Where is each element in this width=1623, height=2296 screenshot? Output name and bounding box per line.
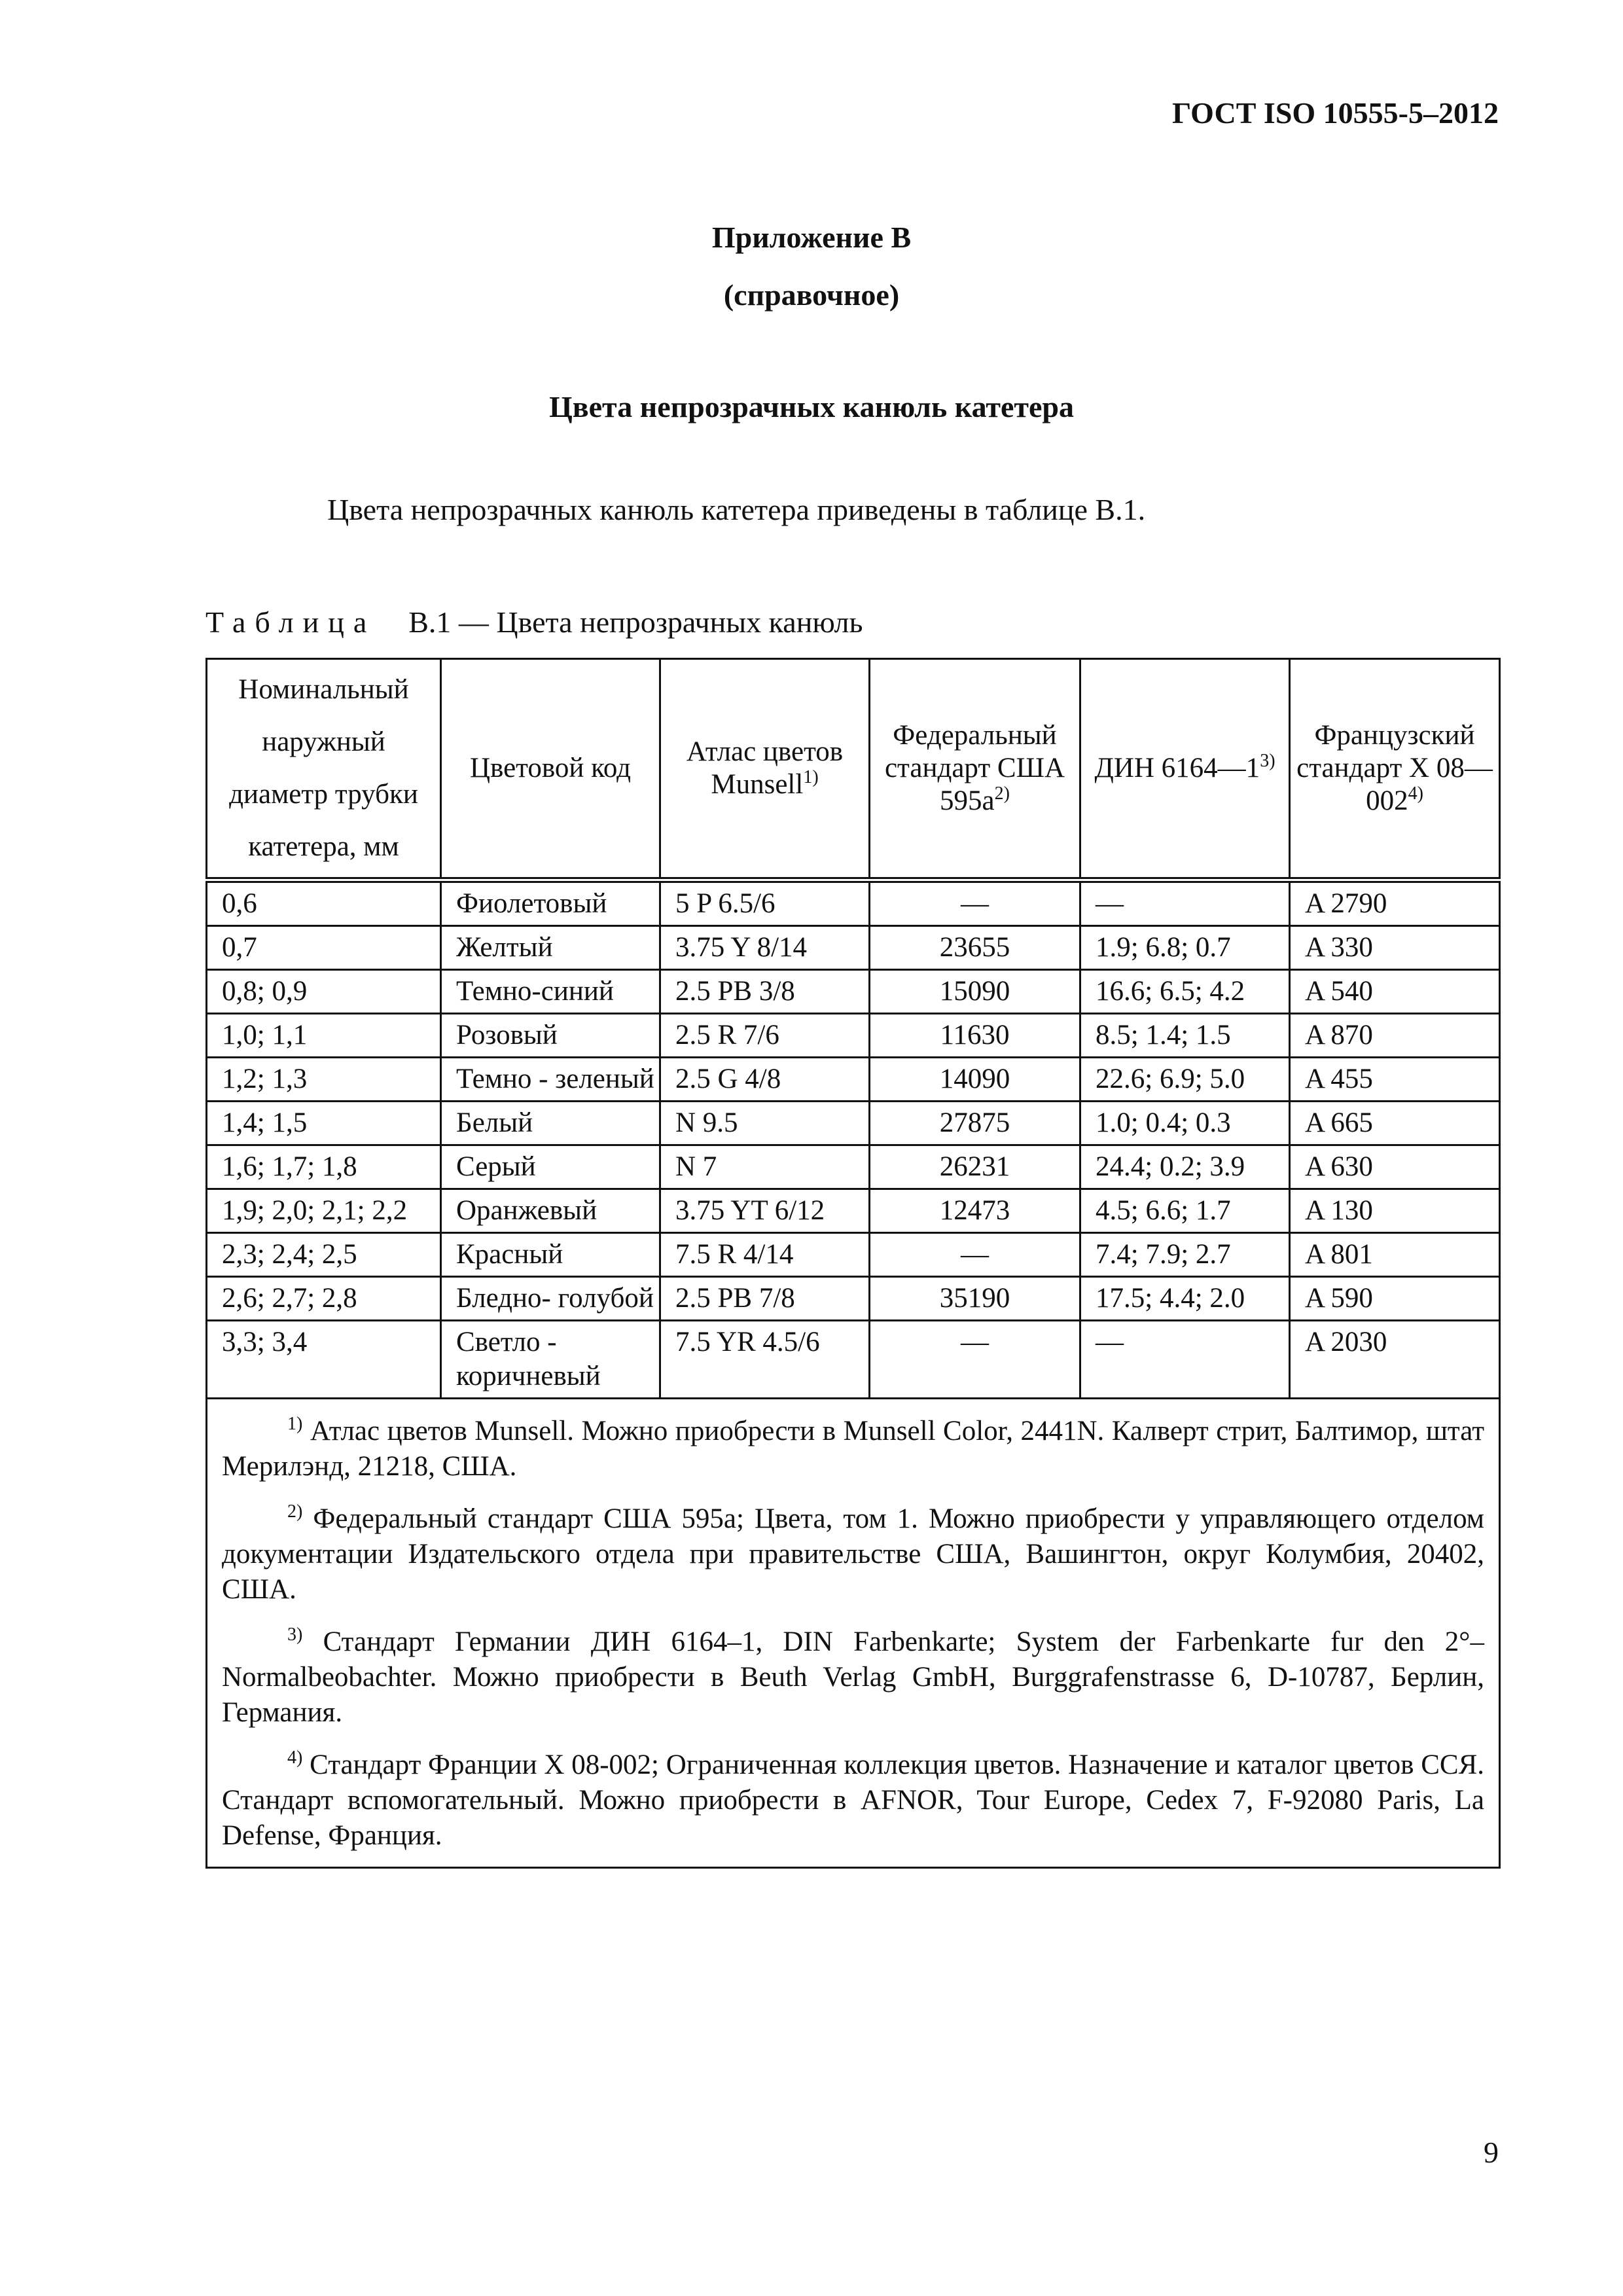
diameter-cell: 0,8; 0,9 [207, 970, 441, 1014]
diameter-cell: 1,9; 2,0; 2,1; 2,2 [207, 1189, 441, 1233]
table-row [207, 926, 1500, 970]
footnote-1: $^{1)}$ Атлас цветов Munsell. Можно приобрести в Munsell Color, 2441N. Калверт стрит, Балтимор, штат Мерилэнд, 21218, США. [222, 1414, 1485, 1482]
color-code-cell: Оранжевый [441, 1189, 660, 1233]
us-federal-cell: 15090 [870, 970, 1080, 1014]
table-row [207, 1014, 1500, 1058]
french-cell: A 590 [1290, 1277, 1500, 1321]
footnote-2: $^{2)}$ Федеральный стандарт США 595а; Цвета, том 1. Можно приобрести у управляющего отделом документации Издательского отдела при правительстве США, Вашингтон, округ Колумбия, 20402, США. [222, 1501, 1484, 1605]
us-federal-cell: 12473 [870, 1189, 1080, 1233]
diameter-cell: 1,0; 1,1 [207, 1014, 441, 1058]
french-cell: A 2030 [1290, 1321, 1500, 1399]
footnote-ref: 4) [1408, 783, 1423, 804]
colors-table [205, 658, 1501, 1869]
table-row [207, 1233, 1500, 1277]
french-cell: A 455 [1290, 1058, 1500, 1102]
munsell-cell: 7.5 YR 4.5/6 [660, 1321, 870, 1399]
page-number: 9 [1484, 2136, 1499, 2169]
header-diameter: Номинальный наружный диаметр трубки катетера, мм [207, 659, 441, 880]
munsell-cell: 5 P 6.5/6 [660, 880, 870, 926]
color-code-cell: Красный [441, 1233, 660, 1277]
diameter-cell: 0,7 [207, 926, 441, 970]
color-code-cell: Светло - коричневый [441, 1321, 660, 1399]
header-munsell: Атлас цветов Munsell$^{1)}$ [660, 659, 870, 880]
din-cell: — [1080, 1321, 1290, 1399]
section-title: Цвета непрозрачных канюль катетера [549, 390, 1074, 423]
french-cell: A 665 [1290, 1102, 1500, 1145]
color-code-cell: Белый [441, 1102, 660, 1145]
munsell-cell: 3.75 YT 6/12 [660, 1189, 870, 1233]
diameter-cell: 1,4; 1,5 [207, 1102, 441, 1145]
table-caption-text: В.1 — Цвета непрозрачных канюль [408, 605, 863, 639]
diameter-cell: 3,3; 3,4 [207, 1321, 441, 1399]
color-code-cell: Темно-синий [441, 970, 660, 1014]
diameter-cell: 1,6; 1,7; 1,8 [207, 1145, 441, 1189]
us-federal-cell: — [870, 1233, 1080, 1277]
us-federal-cell: 11630 [870, 1014, 1080, 1058]
us-federal-cell: — [870, 1321, 1080, 1399]
footnote-ref: 3) [1260, 751, 1275, 771]
document-code: ГОСТ ISO 10555-5–2012 [1172, 96, 1499, 130]
french-cell: A 801 [1290, 1233, 1500, 1277]
intro-paragraph: Цвета непрозрачных канюль катетера приведены в таблице В.1. [327, 493, 1146, 526]
din-cell: 1.9; 6.8; 0.7 [1080, 926, 1290, 970]
header-din: ДИН 6164—1$^{3)}$ [1080, 659, 1290, 880]
french-cell: A 630 [1290, 1145, 1500, 1189]
diameter-cell: 1,2; 1,3 [207, 1058, 441, 1102]
diameter-cell: 2,6; 2,7; 2,8 [207, 1277, 441, 1321]
din-cell: 8.5; 1.4; 1.5 [1080, 1014, 1290, 1058]
appendix-title: Приложение В [711, 221, 912, 254]
table-row [207, 1145, 1500, 1189]
diameter-cell: 0,6 [207, 880, 441, 926]
munsell-cell: 3.75 Y 8/14 [660, 926, 870, 970]
table-row [207, 1058, 1500, 1102]
din-cell: — [1080, 880, 1290, 926]
din-cell: 7.4; 7.9; 2.7 [1080, 1233, 1290, 1277]
footnote-ref: 2) [994, 783, 1010, 804]
din-cell: 24.4; 0.2; 3.9 [1080, 1145, 1290, 1189]
french-cell: A 2790 [1290, 880, 1500, 926]
french-cell: A 330 [1290, 926, 1500, 970]
din-cell: 16.6; 6.5; 4.2 [1080, 970, 1290, 1014]
us-federal-cell: 35190 [870, 1277, 1080, 1321]
us-federal-cell: 14090 [870, 1058, 1080, 1102]
table-row [207, 970, 1500, 1014]
french-cell: A 870 [1290, 1014, 1500, 1058]
table-row [207, 1189, 1500, 1233]
munsell-cell: N 7 [660, 1145, 870, 1189]
us-federal-cell: 23655 [870, 926, 1080, 970]
color-code-cell: Бледно- голубой [441, 1277, 660, 1321]
table-header-row [207, 659, 1500, 880]
french-cell: A 540 [1290, 970, 1500, 1014]
color-code-cell: Фиолетовый [441, 880, 660, 926]
footnote-4: $^{4)}$ Стандарт Франции X 08-002; Ограниченная коллекция цветов. Назначение и каталог цветов ССЯ. Стандарт вспомогательный. Можно приобрести в AFNOR, Tour Europe, Cedex 7, F-92080 Paris, La Defense, Франция. [222, 1748, 1485, 1851]
color-code-cell: Розовый [441, 1014, 660, 1058]
us-federal-cell: — [870, 880, 1080, 926]
munsell-cell: 2.5 PB 3/8 [660, 970, 870, 1014]
munsell-cell: 2.5 R 7/6 [660, 1014, 870, 1058]
din-cell: 1.0; 0.4; 0.3 [1080, 1102, 1290, 1145]
footnotes-cell [207, 1399, 1500, 1868]
din-cell: 17.5; 4.4; 2.0 [1080, 1277, 1290, 1321]
munsell-cell: 2.5 G 4/8 [660, 1058, 870, 1102]
din-cell: 4.5; 6.6; 1.7 [1080, 1189, 1290, 1233]
table-caption-label: Таблица [205, 605, 376, 639]
us-federal-cell: 26231 [870, 1145, 1080, 1189]
table-row [207, 880, 1500, 926]
appendix-subtitle: (справочное) [723, 278, 900, 312]
footnote-ref: 1) [803, 767, 819, 787]
diameter-cell: 2,3; 2,4; 2,5 [207, 1233, 441, 1277]
header-us-federal: Федеральный стандарт США $595а^{2)}$ [870, 659, 1080, 880]
table-row [207, 1277, 1500, 1321]
french-cell: A 130 [1290, 1189, 1500, 1233]
munsell-cell: N 9.5 [660, 1102, 870, 1145]
table-caption [205, 605, 863, 639]
color-code-cell: Темно - зеленый [441, 1058, 660, 1102]
footnotes-row [207, 1399, 1500, 1868]
table-row [207, 1102, 1500, 1145]
munsell-cell: 2.5 PB 7/8 [660, 1277, 870, 1321]
color-code-cell: Желтый [441, 926, 660, 970]
munsell-cell: 7.5 R 4/14 [660, 1233, 870, 1277]
din-cell: 22.6; 6.9; 5.0 [1080, 1058, 1290, 1102]
table-row [207, 1321, 1500, 1399]
footnote-3: $^{3)}$ Стандарт Германии ДИН 6164–1, DIN Farbenkarte; System der Farbenkarte fur den 2°–Normalbeobachter. Можно приобрести в Beuth Verlag GmbH, Burggrafenstrasse 6, D-10787, Берлин, Германия. [222, 1624, 1485, 1728]
us-federal-cell: 27875 [870, 1102, 1080, 1145]
header-french: Французский стандарт X 08—002$^{4)}$ [1290, 659, 1500, 880]
color-code-cell: Серый [441, 1145, 660, 1189]
header-color-code: Цветовой код [441, 659, 660, 880]
